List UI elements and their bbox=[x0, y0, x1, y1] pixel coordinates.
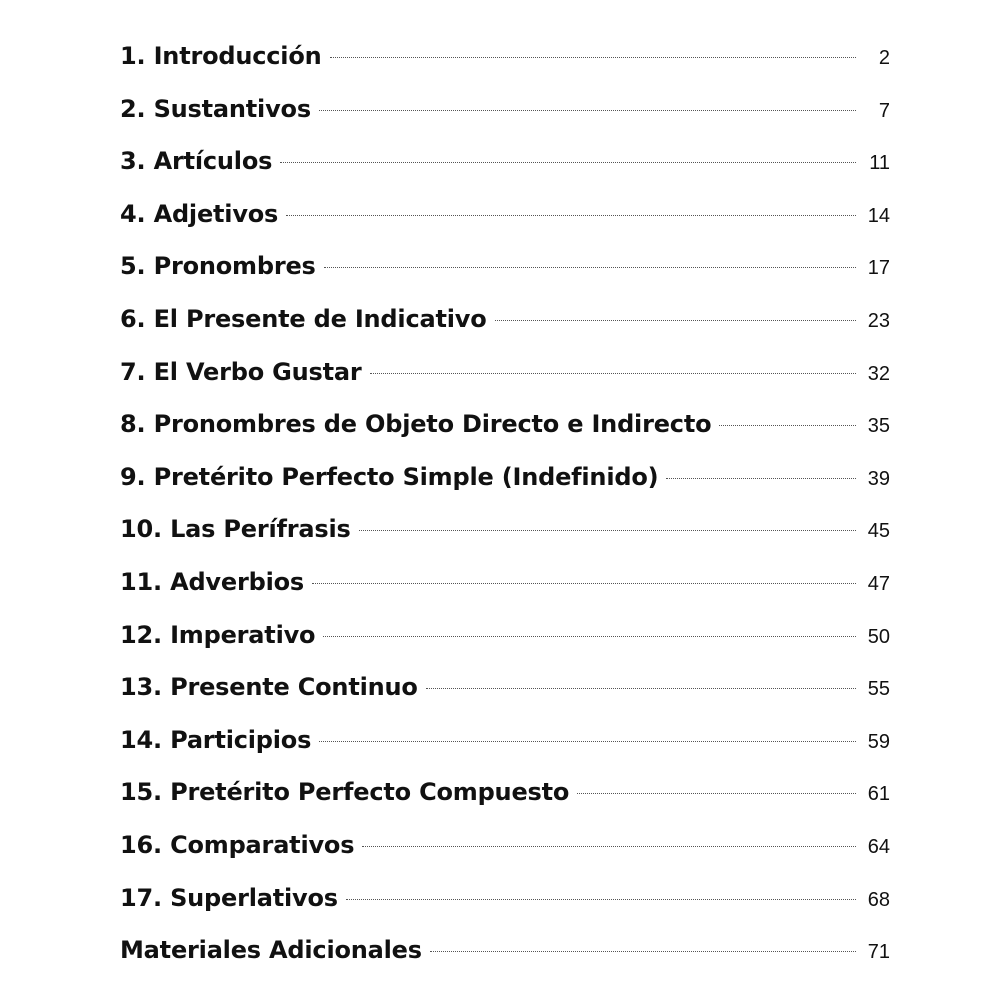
toc-entry-title: 3. Artículos bbox=[120, 147, 273, 176]
toc-entry bbox=[120, 661, 890, 714]
toc-entry-title: Materiales Adicionales bbox=[120, 936, 422, 965]
toc-entry-page: 11 bbox=[869, 152, 890, 175]
toc-dot-leader bbox=[359, 530, 856, 531]
table-of-contents bbox=[120, 30, 890, 977]
toc-entry bbox=[120, 83, 890, 136]
toc-entry-page: 68 bbox=[867, 888, 890, 911]
toc-entry-title: 8. Pronombres de Objeto Directo e Indirecto bbox=[120, 410, 712, 439]
toc-dot-leader bbox=[430, 951, 856, 952]
toc-entry-page: 64 bbox=[867, 835, 890, 858]
toc-entry bbox=[120, 714, 890, 767]
toc-entry bbox=[120, 451, 890, 504]
toc-entry-title: 7. El Verbo Gustar bbox=[120, 357, 362, 386]
toc-entry-title: 5. Pronombres bbox=[120, 252, 316, 281]
toc-entry-title: 16. Comparativos bbox=[120, 830, 355, 859]
toc-entry-title: 6. El Presente de Indicativo bbox=[120, 304, 487, 333]
toc-entry-page: 55 bbox=[867, 678, 890, 701]
toc-dot-leader bbox=[323, 636, 856, 637]
toc-dot-leader bbox=[370, 373, 856, 374]
toc-entry-title: 11. Adverbios bbox=[120, 567, 304, 596]
toc-entry-title: 14. Participios bbox=[120, 725, 312, 754]
toc-entry-page: 71 bbox=[867, 941, 890, 964]
toc-dot-leader bbox=[330, 57, 856, 58]
toc-dot-leader bbox=[286, 215, 856, 216]
toc-entry-page: 2 bbox=[878, 47, 890, 69]
toc-dot-leader bbox=[666, 478, 856, 479]
toc-dot-leader bbox=[319, 741, 856, 742]
toc-entry-title: 1. Introducción bbox=[120, 42, 322, 70]
toc-entry bbox=[120, 924, 890, 977]
toc-entry-page: 61 bbox=[867, 783, 890, 806]
toc-entry-page: 59 bbox=[867, 730, 890, 753]
toc-dot-leader bbox=[719, 425, 856, 426]
toc-entry bbox=[120, 240, 890, 293]
toc-entry-page: 14 bbox=[867, 204, 890, 227]
toc-dot-leader bbox=[362, 846, 856, 847]
toc-entry-page: 50 bbox=[867, 625, 890, 648]
toc-entry-title: 10. Las Perífrasis bbox=[120, 515, 351, 544]
toc-dot-leader bbox=[324, 267, 856, 268]
toc-entry-page: 45 bbox=[867, 520, 890, 543]
toc-dot-leader bbox=[346, 899, 856, 900]
toc-dot-leader bbox=[319, 110, 856, 111]
toc-entry-title: 9. Pretérito Perfecto Simple (Indefinido) bbox=[120, 462, 659, 491]
toc-entry-page: 32 bbox=[867, 362, 890, 385]
toc-entry-page: 39 bbox=[867, 467, 890, 490]
toc-entry-title: 13. Presente Continuo bbox=[120, 673, 418, 702]
toc-entry-page: 17 bbox=[867, 257, 890, 280]
toc-entry bbox=[120, 398, 890, 451]
toc-entry-title: 12. Imperativo bbox=[120, 620, 316, 649]
toc-entry bbox=[120, 293, 890, 346]
toc-entry-page: 35 bbox=[867, 415, 890, 438]
toc-entry-page: 47 bbox=[867, 572, 890, 595]
toc-dot-leader bbox=[426, 688, 856, 689]
toc-entry bbox=[120, 346, 890, 399]
toc-entry-title: 17. Superlativos bbox=[120, 883, 338, 912]
toc-entry bbox=[120, 556, 890, 609]
toc-entry-page: 23 bbox=[867, 309, 890, 332]
toc-entry bbox=[120, 135, 890, 188]
toc-entry bbox=[120, 819, 890, 872]
toc-entry bbox=[120, 766, 890, 819]
toc-entry-title: 4. Adjetivos bbox=[120, 199, 279, 228]
toc-entry-page: 7 bbox=[878, 99, 890, 122]
toc-dot-leader bbox=[312, 583, 856, 584]
toc-entry bbox=[120, 188, 890, 241]
toc-entry bbox=[120, 503, 890, 556]
toc-entry bbox=[120, 609, 890, 662]
toc-entry bbox=[120, 30, 890, 83]
toc-entry bbox=[120, 872, 890, 925]
toc-dot-leader bbox=[280, 162, 856, 163]
toc-dot-leader bbox=[495, 320, 857, 321]
toc-dot-leader bbox=[577, 793, 856, 794]
toc-entry-title: 15. Pretérito Perfecto Compuesto bbox=[120, 778, 570, 807]
toc-entry-title: 2. Sustantivos bbox=[120, 94, 311, 123]
